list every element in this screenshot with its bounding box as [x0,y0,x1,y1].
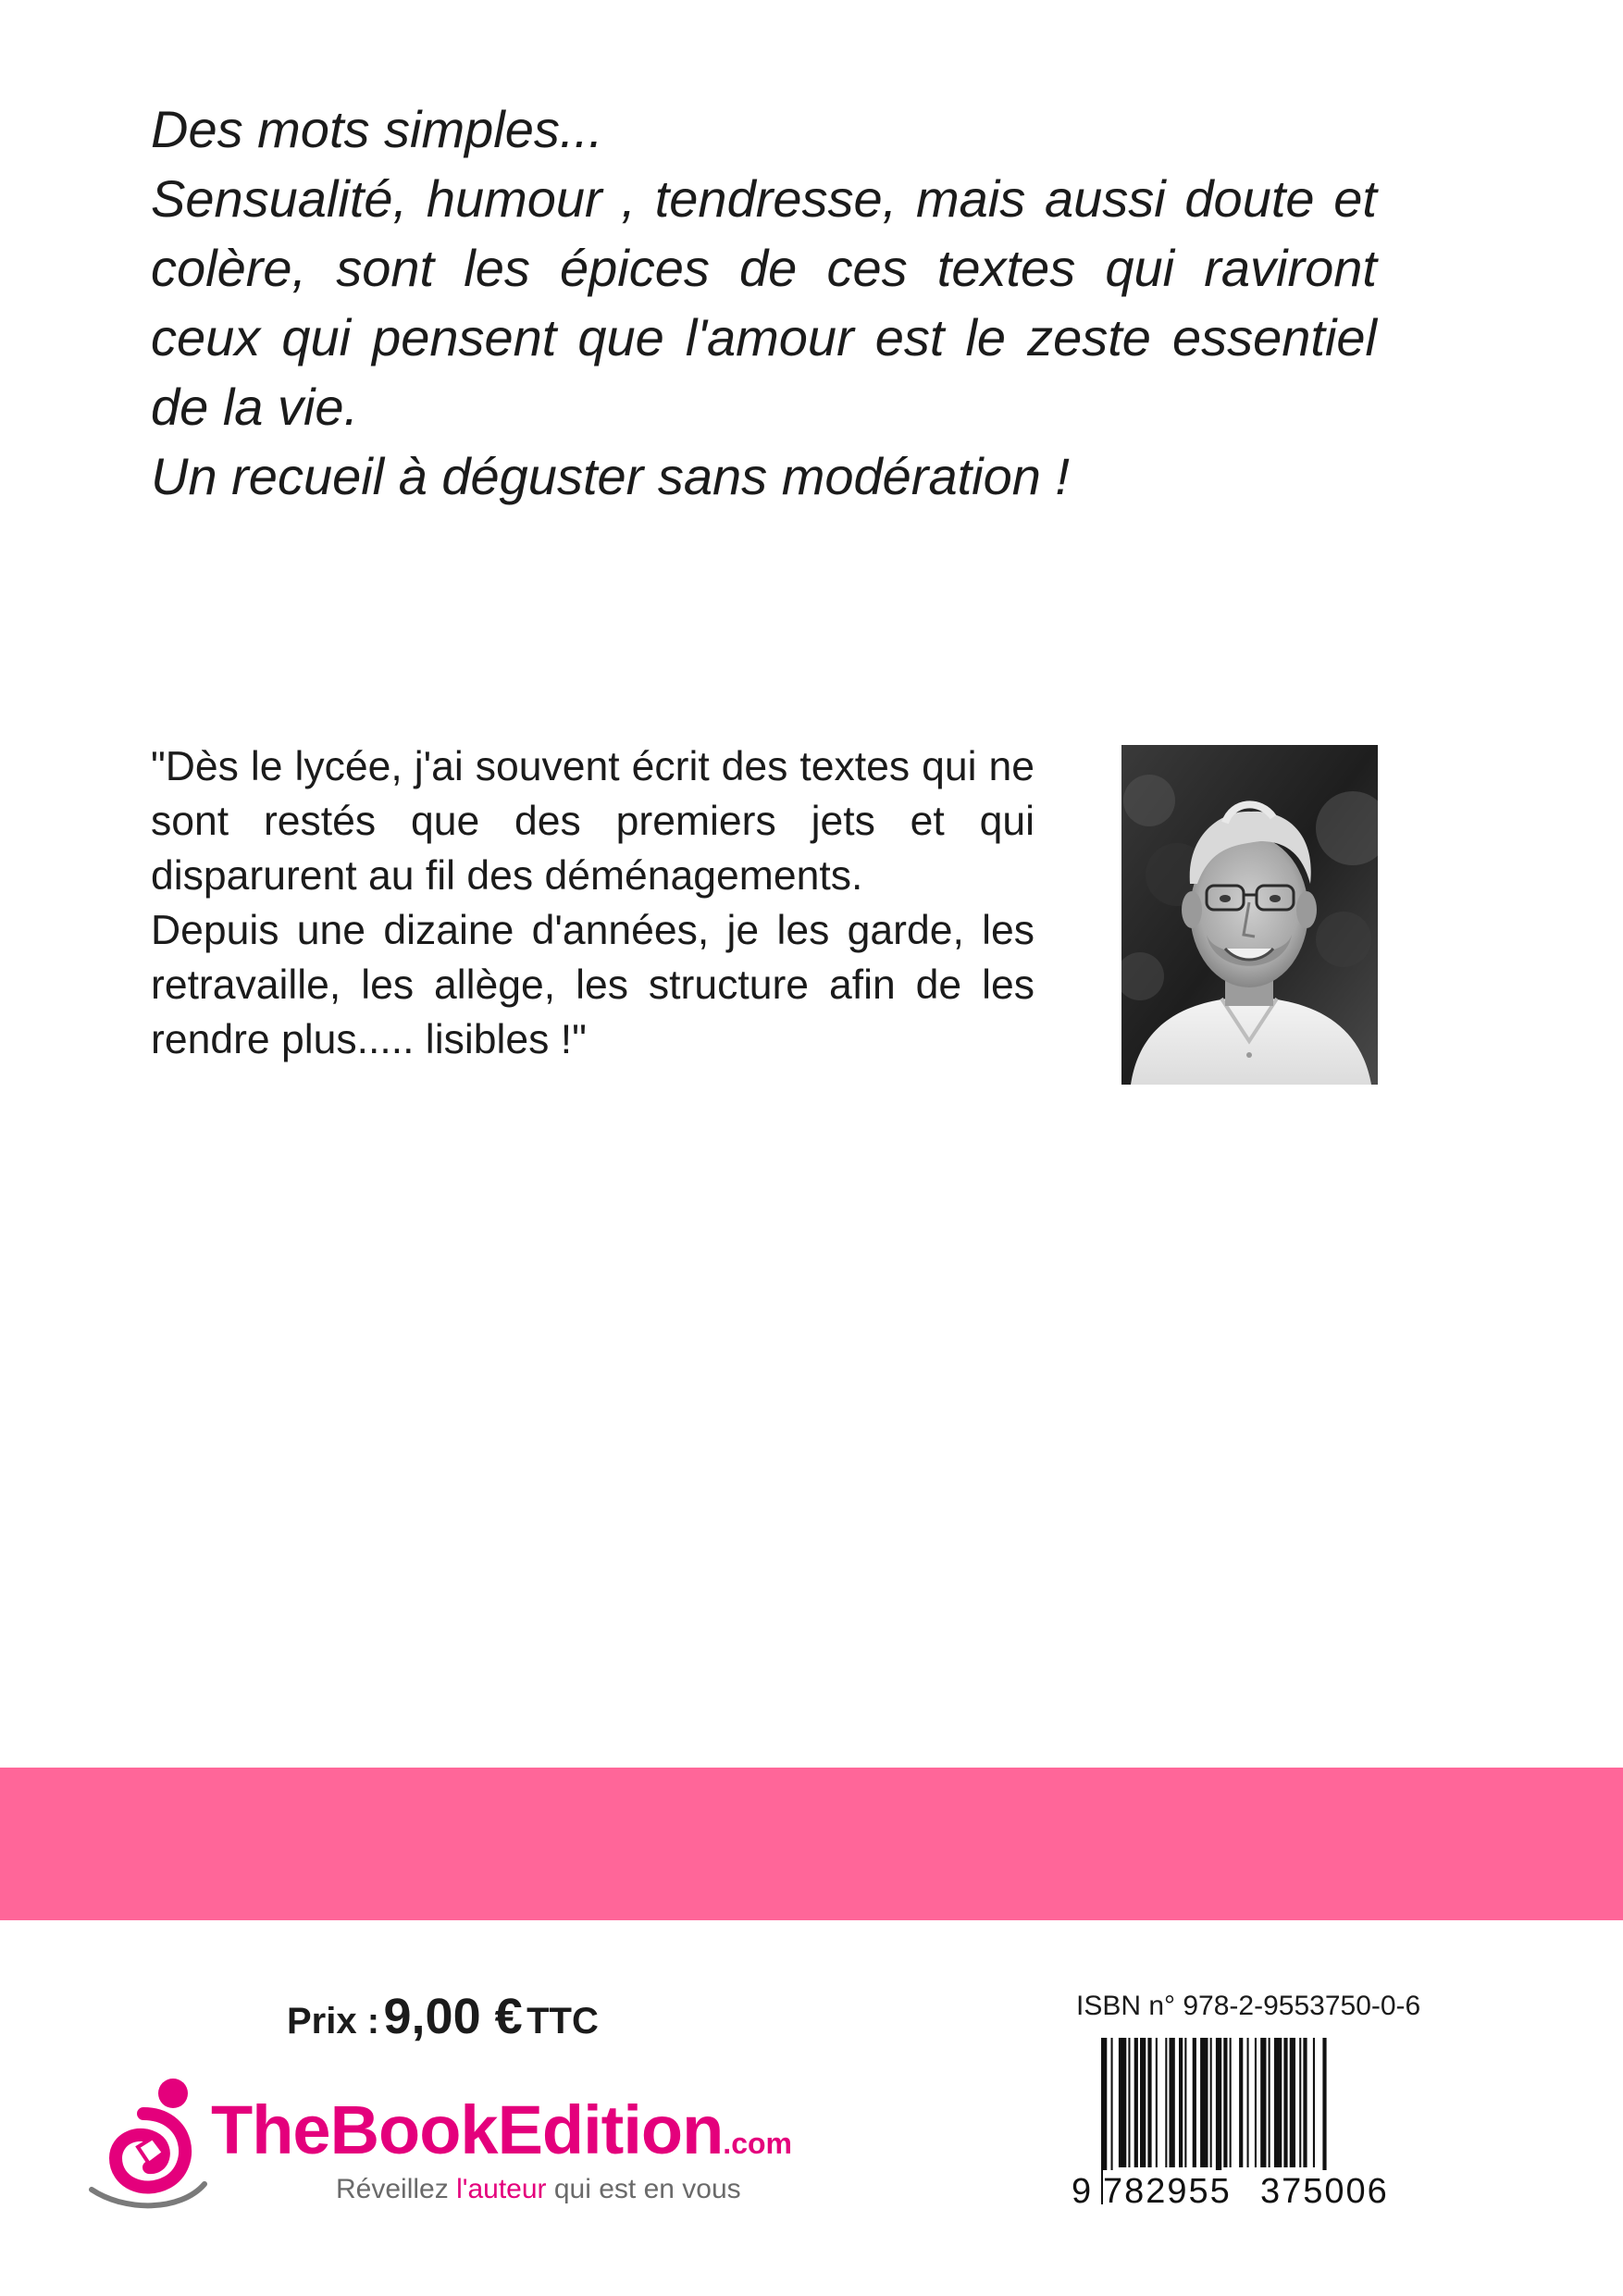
blurb-text [151,94,1377,511]
barcode-bar [1313,2038,1315,2167]
barcode-bar [1134,2038,1138,2167]
price-line [287,1988,599,2045]
barcode-bar [1283,2038,1287,2167]
barcode-bar [1255,2038,1257,2167]
blurb-paragraph: Sensualité, humour , tendresse, mais aussi doute et colère, sont les épices de ces textes qui raviront ceux qui pensent que l'amour est le zeste essentiel de la vie. [151,169,1377,436]
tagline-start: Réveillez [336,2174,457,2204]
barcode-bar [1269,2038,1270,2167]
barcode-bar [1223,2038,1227,2167]
barcode-bar [1193,2038,1196,2167]
author-photo [1121,745,1378,1085]
barcode-bar [1210,2038,1212,2167]
author-quote-paragraph-2: Depuis une dizaine d'années, je les garde, les retravaille, les allège, les structure afin de les rendre plus..... lisibles !" [151,908,1035,1062]
barcode-bar [1230,2038,1232,2167]
barcode-bar [1140,2038,1146,2167]
barcode-bar [1128,2038,1130,2167]
barcode-bar [1170,2038,1175,2167]
barcode-digit-group-1: 782955 [1103,2172,1232,2211]
barcode-bar [1274,2038,1282,2167]
publisher-name-part-1: The [211,2091,330,2168]
publisher-domain: .com [723,2127,792,2160]
barcode-bar [1184,2038,1186,2167]
publisher-logo-icon [88,2073,208,2212]
price-tax-label: TTC [527,2001,599,2042]
barcode-bar [1290,2038,1295,2167]
barcode-bar [1119,2038,1126,2167]
barcode-digit-prefix: 9 [1072,2172,1092,2211]
blurb-closing: Un recueil à déguster sans modération ! [151,447,1070,505]
pink-band [0,1768,1623,1920]
isbn-label: ISBN n° 978-2-9553750-0-6 [1076,1991,1421,2021]
author-portrait-icon [1121,745,1378,1085]
blurb-intro: Des mots simples... [151,100,603,158]
publisher-name [211,2093,792,2180]
barcode-bar [1156,2038,1158,2167]
barcode-bar [1303,2038,1307,2167]
barcode-digit-group-2: 375006 [1260,2172,1389,2211]
price-amount: 9,00 € [383,1989,523,2044]
author-quote [151,739,1035,1067]
price-label: Prix : [287,2001,380,2042]
tagline-end: qui est en vous [546,2174,741,2204]
tagline-accent: l'auteur [456,2174,547,2204]
publisher-name-part-2: Book [329,2091,498,2168]
author-quote-paragraph-1: "Dès le lycée, j'ai souvent écrit des textes qui ne sont restés que des premiers jets et qui disparurent au fil des déménagements. [151,744,1035,899]
barcode-bar [1239,2038,1243,2167]
barcode-bar [1147,2038,1151,2167]
barcode-bar [1260,2038,1266,2167]
barcode-bar [1299,2038,1301,2167]
barcode-bar [1165,2038,1167,2167]
barcode-bar [1247,2038,1249,2167]
barcode-bar [1200,2038,1208,2167]
publisher-tagline [336,2174,741,2205]
publisher-name-part-3: Edition [497,2091,724,2168]
barcode-bar [1179,2038,1183,2167]
